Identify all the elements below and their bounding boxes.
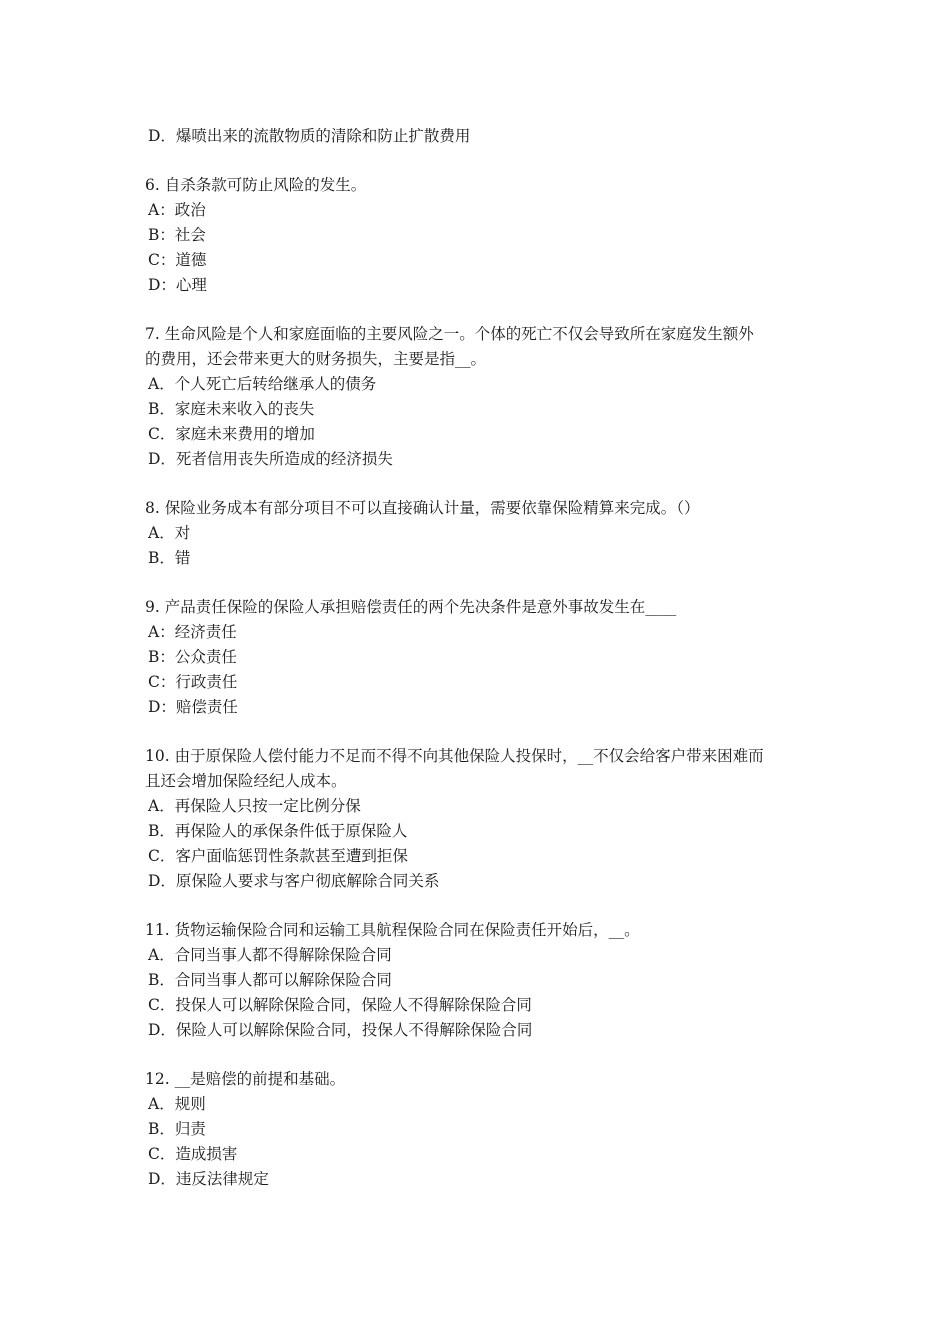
option-a: A：经济责任: [148, 623, 237, 641]
option-c: C．客户面临惩罚性条款甚至遭到拒保: [148, 847, 408, 865]
option-d: D：心理: [148, 276, 207, 294]
option-d: D．死者信用丧失所造成的经济损失: [148, 450, 393, 468]
option-b: B．错: [148, 549, 191, 567]
document-page: [145, 124, 815, 1216]
option-d: D．爆喷出来的流散物质的清除和防止扩散费用: [148, 127, 471, 145]
question-7: [145, 322, 815, 472]
option-d: D．保险人可以解除保险合同，投保人不得解除保险合同: [148, 1021, 533, 1039]
option-d: D．违反法律规定: [148, 1170, 269, 1188]
question-stem: [145, 744, 815, 794]
option-d: D．原保险人要求与客户彻底解除合同关系: [148, 872, 440, 890]
question-5-tail: [145, 124, 815, 149]
question-stem: [145, 1067, 815, 1092]
stem-line: 9. 产品责任保险的保险人承担赔偿责任的两个先决条件是意外事故发生在____: [145, 598, 677, 616]
question-8: [145, 496, 815, 571]
question-stem: [145, 173, 815, 198]
stem-line: 8. 保险业务成本有部分项目不可以直接确认计量，需要依靠保险精算来完成。（）: [145, 499, 700, 517]
question-12: [145, 1067, 815, 1192]
question-10: [145, 744, 815, 894]
option-a: A．合同当事人都不得解除保险合同: [148, 946, 392, 964]
option-b: B．家庭未来收入的丧失: [148, 400, 315, 418]
option-b: B．合同当事人都可以解除保险合同: [148, 971, 392, 989]
option-d: D：赔偿责任: [148, 698, 238, 716]
option-b: B：社会: [148, 226, 206, 244]
question-stem: [145, 595, 815, 620]
option-b: B：公众责任: [148, 648, 237, 666]
question-stem: [145, 496, 815, 521]
option-b: B．归责: [148, 1120, 206, 1138]
option-c: C：行政责任: [148, 673, 238, 691]
stem-line: 且还会增加保险经纪人成本。: [145, 772, 347, 790]
stem-line: 11. 货物运输保险合同和运输工具航程保险合同在保险责任开始后，__。: [145, 921, 640, 939]
stem-line: 12. __是赔偿的前提和基础。: [145, 1070, 346, 1088]
stem-line: 6. 自杀条款可防止风险的发生。: [145, 176, 367, 194]
question-stem: [145, 918, 815, 943]
option-c: C．造成损害: [148, 1145, 238, 1163]
question-9: [145, 595, 815, 720]
option-c: C．家庭未来费用的增加: [148, 425, 315, 443]
option-b: B．再保险人的承保条件低于原保险人: [148, 822, 408, 840]
option-a: A：政治: [148, 201, 206, 219]
option-a: A．对: [148, 524, 191, 542]
stem-line: 的费用，还会带来更大的财务损失，主要是指__。: [145, 350, 487, 368]
option-a: A．个人死亡后转给继承人的债务: [148, 375, 377, 393]
stem-line: 10. 由于原保险人偿付能力不足而不得不向其他保险人投保时，__不仅会给客户带来困难而: [145, 747, 764, 765]
option-a: A．规则: [148, 1095, 206, 1113]
option-a: A．再保险人只按一定比例分保: [148, 797, 361, 815]
option-c: C．投保人可以解除保险合同，保险人不得解除保险合同: [148, 996, 532, 1014]
question-stem: [145, 322, 815, 372]
question-11: [145, 918, 815, 1043]
question-6: [145, 173, 815, 298]
option-c: C：道德: [148, 251, 207, 269]
stem-line: 7. 生命风险是个人和家庭面临的主要风险之一。个体的死亡不仅会导致所在家庭发生额外: [145, 325, 754, 343]
